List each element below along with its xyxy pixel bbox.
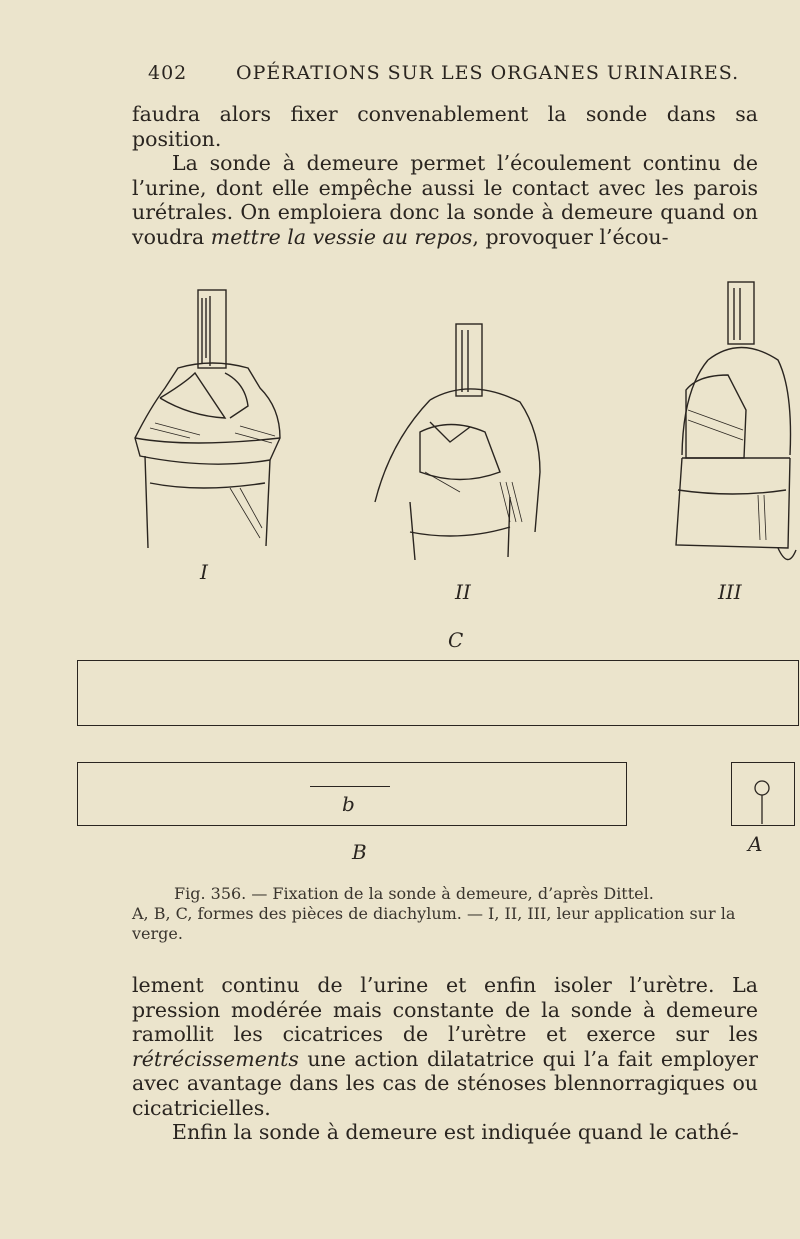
paragraph-3-emphasis: rétrécissements bbox=[132, 1046, 299, 1071]
paragraph-3-start: lement continu de l’urine et enfin isoler l’urètre. La pression modérée mais constante de la sonde à demeure ramollit les cicatrices de l’urètre et exerce sur les bbox=[132, 973, 758, 1046]
piece-B-line bbox=[310, 786, 390, 787]
label-I: I bbox=[200, 560, 208, 584]
illustration-III bbox=[668, 280, 798, 580]
figure-caption bbox=[132, 884, 742, 944]
label-II: II bbox=[455, 580, 471, 604]
label-B: B bbox=[352, 840, 367, 864]
paragraph-4: Enfin la sonde à demeure est indiquée quand le cathé- bbox=[172, 1120, 739, 1144]
caption-line-2: A, B, C, formes des pièces de diachylum. — I, II, III, leur application sur la verge. bbox=[132, 904, 736, 943]
paragraph-2 bbox=[132, 151, 758, 249]
paragraph-2-start: La sonde à demeure permet l’écoulement continu de l’urine, dont elle empêche aussi le contact avec les parois urétrales. On emploiera donc la sonde à demeure quand on voudra bbox=[132, 151, 758, 249]
diachylum-piece-C bbox=[77, 660, 799, 726]
running-title: OPÉRATIONS SUR LES ORGANES URINAIRES. bbox=[236, 62, 740, 84]
top-text-block bbox=[132, 102, 758, 249]
paragraph-3 bbox=[132, 973, 758, 1120]
caption-line-1: Fig. 356. — Fixation de la sonde à demeure, d’après Dittel. bbox=[174, 884, 654, 903]
page-number: 402 bbox=[148, 62, 188, 84]
piece-A-hole bbox=[750, 776, 774, 824]
paragraph-2-emphasis: mettre la vessie au repos bbox=[210, 224, 473, 249]
illustration-I bbox=[130, 288, 290, 558]
paragraph-1: faudra alors fixer convenablement la sonde dans sa position. bbox=[132, 102, 758, 151]
bottom-text-block bbox=[132, 973, 758, 1145]
label-A: A bbox=[748, 832, 763, 856]
paragraph-2-end: , provoquer l’écou- bbox=[472, 224, 669, 249]
label-C: C bbox=[448, 628, 464, 652]
illustration-II bbox=[370, 322, 550, 562]
paragraph-3-end: une action dilatatrice qui l’a fait employer avec avantage dans les cas de sténoses blennorragiques ou cicatricielles. bbox=[132, 1046, 758, 1120]
label-b: b bbox=[342, 792, 355, 816]
label-III: III bbox=[718, 580, 742, 604]
